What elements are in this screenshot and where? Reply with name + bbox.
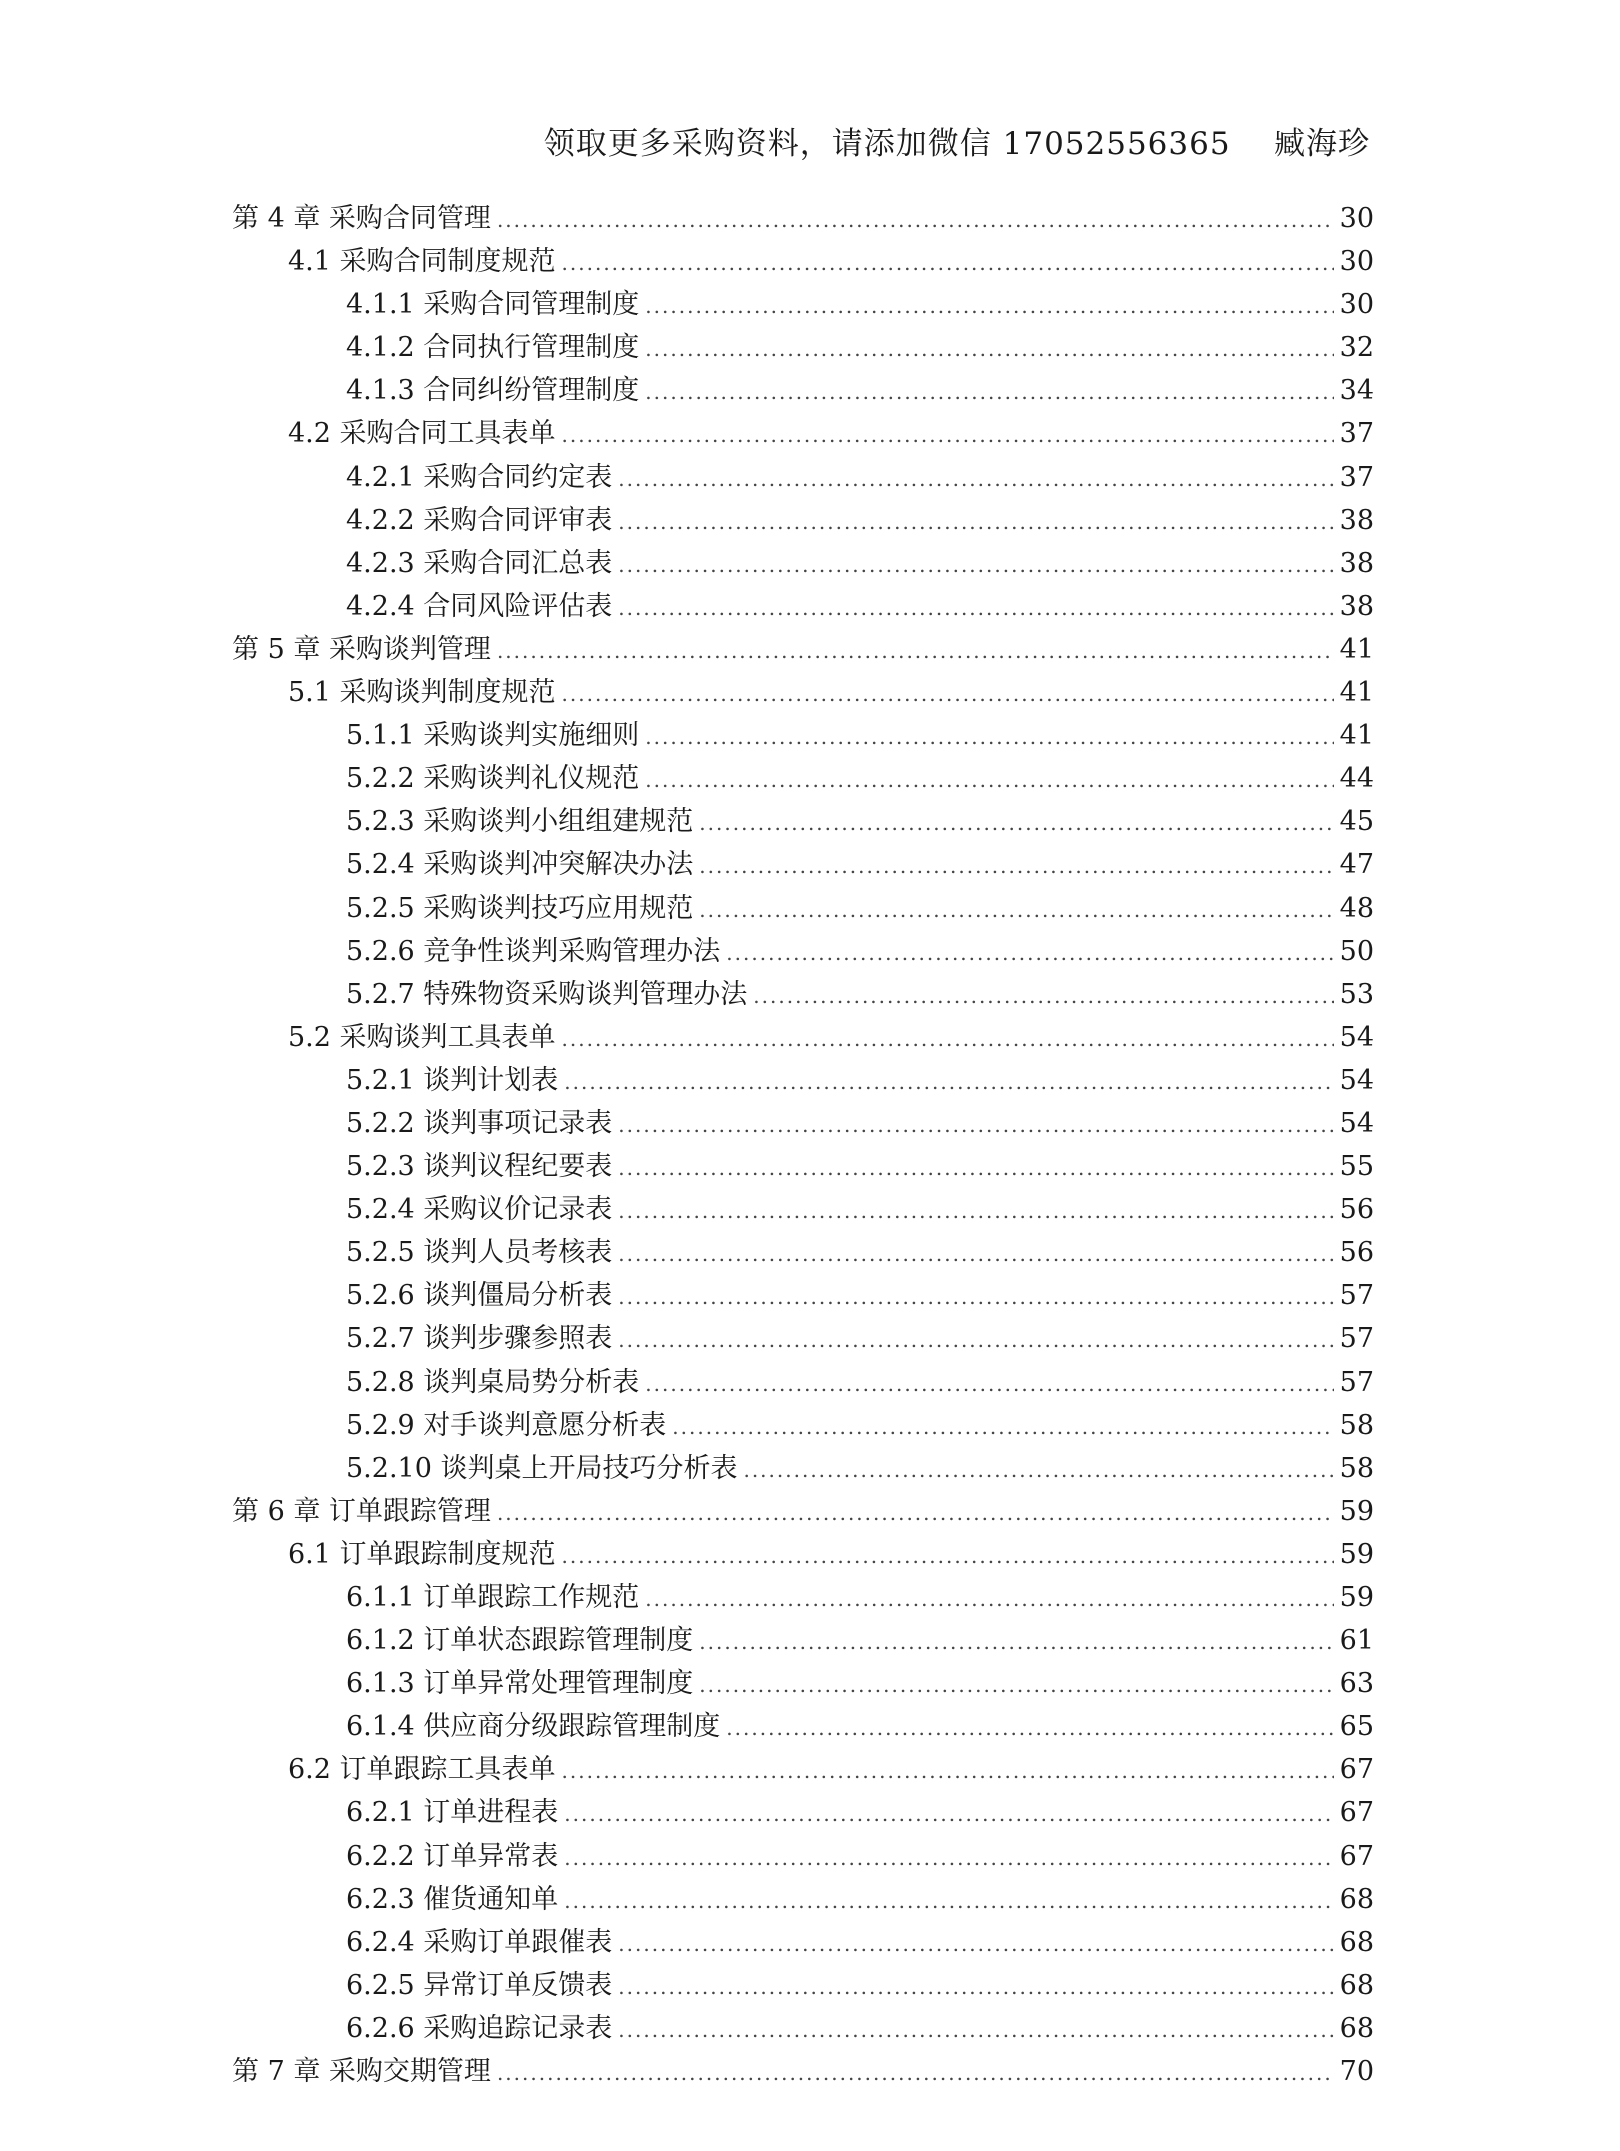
toc-entry[interactable] — [232, 2049, 1374, 2092]
dot-leader — [645, 380, 1333, 404]
toc-entry-title: 5.2.6 竞争性谈判采购管理办法 — [346, 935, 721, 967]
toc-entry-page-number: 54 — [1339, 1021, 1374, 1053]
toc-entry-title: 5.2.3 谈判议程纪要表 — [346, 1151, 613, 1183]
toc-entry-page-number: 63 — [1339, 1668, 1374, 1700]
toc-entry-title: 第 7 章 采购交期管理 — [232, 2056, 491, 2088]
toc-entry-title: 4.1 采购合同制度规范 — [288, 246, 556, 278]
toc-entry[interactable] — [232, 541, 1374, 584]
toc-entry[interactable] — [232, 239, 1374, 282]
toc-entry-title: 6.2.6 采购追踪记录表 — [346, 2012, 613, 2044]
toc-entry[interactable] — [232, 196, 1374, 239]
toc-entry[interactable] — [232, 886, 1374, 929]
dot-leader — [618, 596, 1333, 620]
toc-entry[interactable] — [232, 627, 1374, 670]
dot-leader — [645, 294, 1333, 318]
toc-entry-title: 5.2.7 谈判步骤参照表 — [346, 1323, 613, 1355]
toc-entry[interactable] — [232, 1489, 1374, 1532]
toc-entry[interactable] — [232, 1144, 1374, 1187]
dot-leader — [618, 1242, 1333, 1266]
toc-entry-title: 6.2.5 异常订单反馈表 — [346, 1969, 613, 2001]
toc-entry-page-number: 56 — [1339, 1194, 1374, 1226]
dot-leader — [618, 553, 1333, 577]
toc-entry-page-number: 38 — [1339, 590, 1374, 622]
toc-entry[interactable] — [232, 1532, 1374, 1575]
toc-entry-title: 4.2 采购合同工具表单 — [288, 418, 556, 450]
toc-entry-title: 5.2.4 采购谈判冲突解决办法 — [346, 849, 694, 881]
dot-leader — [645, 1372, 1333, 1396]
toc-entry-title: 6.1.4 供应商分级跟踪管理制度 — [346, 1711, 721, 1743]
toc-entry[interactable] — [232, 1101, 1374, 1144]
dot-leader — [562, 682, 1334, 706]
toc-entry-page-number: 67 — [1339, 1754, 1374, 1786]
toc-entry-title: 4.1.1 采购合同管理制度 — [346, 289, 640, 321]
toc-entry-page-number: 50 — [1339, 935, 1374, 967]
toc-entry-title: 6.1 订单跟踪制度规范 — [288, 1538, 556, 1570]
toc-entry-title: 5.2.5 采购谈判技巧应用规范 — [346, 892, 694, 924]
toc-entry[interactable] — [232, 411, 1374, 454]
toc-entry-page-number: 70 — [1339, 2056, 1374, 2088]
toc-entry[interactable] — [232, 842, 1374, 885]
dot-leader — [699, 1630, 1333, 1654]
page-header: 领取更多采购资料，请添加微信 17052556365 臧海珍 — [543, 126, 1370, 162]
dot-leader — [699, 811, 1333, 835]
toc-entry-page-number: 58 — [1339, 1452, 1374, 1484]
toc-entry[interactable] — [232, 1790, 1374, 1833]
toc-entry-page-number: 59 — [1339, 1582, 1374, 1613]
toc-entry-title: 5.2.4 采购议价记录表 — [346, 1194, 613, 1226]
toc-entry-title: 4.1.3 合同纠纷管理制度 — [346, 375, 640, 407]
toc-entry[interactable] — [232, 972, 1374, 1015]
toc-entry-title: 6.2.4 采购订单跟催表 — [346, 1926, 613, 1958]
toc-entry-title: 6.2.1 订单进程表 — [346, 1797, 559, 1829]
dot-leader — [618, 1975, 1333, 1999]
toc-entry-title: 第 6 章 订单跟踪管理 — [232, 1495, 491, 1527]
toc-entry[interactable] — [232, 1877, 1374, 1920]
dot-leader — [618, 2018, 1333, 2042]
toc-entry-title: 第 4 章 采购合同管理 — [232, 203, 491, 234]
toc-entry-title: 5.2.2 谈判事项记录表 — [346, 1107, 613, 1139]
toc-entry[interactable] — [232, 2006, 1374, 2049]
toc-entry[interactable] — [232, 1360, 1374, 1403]
toc-entry[interactable] — [232, 1230, 1374, 1273]
toc-entry-title: 5.1 采购谈判制度规范 — [288, 677, 556, 709]
toc-entry-title: 6.2.2 订单异常表 — [346, 1840, 559, 1872]
dot-leader — [562, 1027, 1334, 1051]
dot-leader — [699, 1673, 1333, 1697]
toc-entry-page-number: 58 — [1339, 1409, 1374, 1441]
dot-leader — [699, 854, 1333, 878]
toc-entry[interactable] — [232, 1058, 1374, 1101]
toc-entry-page-number: 57 — [1339, 1366, 1374, 1398]
toc-entry-page-number: 57 — [1339, 1280, 1374, 1312]
dot-leader — [564, 1889, 1333, 1913]
toc-entry[interactable] — [232, 325, 1374, 368]
dot-leader — [645, 1587, 1333, 1611]
toc-entry-page-number: 57 — [1339, 1323, 1374, 1355]
toc-entry-title: 6.1.1 订单跟踪工作规范 — [346, 1582, 640, 1613]
toc-entry[interactable] — [232, 1273, 1374, 1316]
dot-leader — [497, 639, 1334, 663]
toc-entry[interactable] — [232, 455, 1374, 498]
dot-leader — [618, 1328, 1333, 1352]
toc-entry[interactable] — [232, 1187, 1374, 1230]
dot-leader — [562, 1759, 1334, 1783]
toc-entry-page-number: 41 — [1339, 720, 1374, 752]
toc-entry[interactable] — [232, 1920, 1374, 1963]
toc-entry-title: 5.2.8 谈判桌局势分析表 — [346, 1366, 640, 1398]
toc-entry[interactable] — [232, 713, 1374, 756]
toc-entry-title: 5.1.1 采购谈判实施细则 — [346, 720, 640, 752]
toc-entry-page-number: 61 — [1339, 1625, 1374, 1657]
toc-entry[interactable] — [232, 584, 1374, 627]
toc-entry[interactable] — [232, 368, 1374, 411]
dot-leader — [618, 1156, 1333, 1180]
toc-entry[interactable] — [232, 1316, 1374, 1359]
toc-entry-page-number: 34 — [1339, 375, 1374, 407]
toc-entry-page-number: 68 — [1339, 1883, 1374, 1915]
dot-leader — [753, 984, 1333, 1008]
toc-entry-page-number: 37 — [1339, 418, 1374, 450]
toc-entry[interactable] — [232, 929, 1374, 972]
toc-entry[interactable] — [232, 1661, 1374, 1704]
toc-entry-page-number: 30 — [1339, 203, 1374, 234]
toc-entry-page-number: 68 — [1339, 1969, 1374, 2001]
dot-leader — [618, 1113, 1333, 1137]
toc-entry-page-number: 45 — [1339, 806, 1374, 838]
dot-leader — [562, 251, 1334, 275]
toc-entry-title: 5.2.5 谈判人员考核表 — [346, 1237, 613, 1269]
dot-leader — [645, 725, 1333, 749]
table-of-contents — [232, 196, 1374, 2092]
toc-entry-title: 4.2.4 合同风险评估表 — [346, 590, 613, 622]
toc-entry-title: 5.2.2 采购谈判礼仪规范 — [346, 763, 640, 795]
toc-entry-page-number: 54 — [1339, 1107, 1374, 1139]
toc-entry-page-number: 55 — [1339, 1151, 1374, 1183]
toc-entry-title: 5.2.1 谈判计划表 — [346, 1064, 559, 1096]
toc-entry-page-number: 67 — [1339, 1840, 1374, 1872]
toc-entry-page-number: 47 — [1339, 849, 1374, 881]
toc-entry-title: 6.2 订单跟踪工具表单 — [288, 1754, 556, 1786]
toc-entry-title: 4.1.2 合同执行管理制度 — [346, 332, 640, 364]
toc-entry-title: 5.2.3 采购谈判小组组建规范 — [346, 806, 694, 838]
toc-entry[interactable] — [232, 756, 1374, 799]
toc-entry-title: 6.1.3 订单异常处理管理制度 — [346, 1668, 694, 1700]
toc-entry-title: 第 5 章 采购谈判管理 — [232, 633, 491, 665]
dot-leader — [562, 1544, 1334, 1568]
dot-leader — [497, 1501, 1334, 1525]
toc-entry-page-number: 38 — [1339, 504, 1374, 536]
dot-leader — [618, 1932, 1333, 1956]
dot-leader — [618, 467, 1333, 491]
toc-entry-title: 5.2.6 谈判僵局分析表 — [346, 1280, 613, 1312]
toc-entry[interactable] — [232, 1747, 1374, 1790]
toc-entry-page-number: 30 — [1339, 289, 1374, 321]
dot-leader — [618, 510, 1333, 534]
toc-entry-page-number: 56 — [1339, 1237, 1374, 1269]
toc-entry-title: 5.2.7 特殊物资采购谈判管理办法 — [346, 978, 748, 1010]
dot-leader — [645, 337, 1333, 361]
toc-entry-page-number: 68 — [1339, 2012, 1374, 2044]
toc-entry-page-number: 48 — [1339, 892, 1374, 924]
dot-leader — [645, 768, 1333, 792]
toc-entry-page-number: 41 — [1339, 677, 1374, 709]
dot-leader — [564, 1802, 1333, 1826]
toc-entry-page-number: 32 — [1339, 332, 1374, 364]
toc-entry-page-number: 41 — [1339, 633, 1374, 665]
dot-leader — [743, 1458, 1333, 1482]
toc-entry[interactable] — [232, 799, 1374, 842]
toc-entry[interactable] — [232, 1575, 1374, 1618]
dot-leader — [726, 1716, 1333, 1740]
dot-leader — [497, 2061, 1334, 2085]
dot-leader — [726, 941, 1333, 965]
toc-entry-title: 6.2.3 催货通知单 — [346, 1883, 559, 1915]
dot-leader — [618, 1285, 1333, 1309]
dot-leader — [618, 1199, 1333, 1223]
dot-leader — [699, 898, 1333, 922]
toc-entry-page-number: 53 — [1339, 978, 1374, 1010]
toc-entry-page-number: 30 — [1339, 246, 1374, 278]
toc-entry-title: 5.2.10 谈判桌上开局技巧分析表 — [346, 1452, 738, 1484]
toc-entry-page-number: 37 — [1339, 461, 1374, 493]
toc-entry[interactable] — [232, 1834, 1374, 1877]
dot-leader — [564, 1070, 1333, 1094]
toc-entry-page-number: 65 — [1339, 1711, 1374, 1743]
toc-entry-page-number: 59 — [1339, 1538, 1374, 1570]
toc-entry-page-number: 67 — [1339, 1797, 1374, 1829]
toc-entry-title: 4.2.3 采购合同汇总表 — [346, 547, 613, 579]
dot-leader — [497, 208, 1334, 232]
toc-entry-page-number: 38 — [1339, 547, 1374, 579]
toc-entry[interactable] — [232, 1963, 1374, 2006]
toc-entry[interactable] — [232, 1403, 1374, 1446]
toc-entry-title: 5.2.9 对手谈判意愿分析表 — [346, 1409, 667, 1441]
toc-entry[interactable] — [232, 1704, 1374, 1747]
toc-entry[interactable] — [232, 1015, 1374, 1058]
toc-entry-title: 4.2.1 采购合同约定表 — [346, 461, 613, 493]
toc-entry-page-number: 68 — [1339, 1926, 1374, 1958]
toc-entry[interactable] — [232, 498, 1374, 541]
toc-entry[interactable] — [232, 1446, 1374, 1489]
dot-leader — [562, 423, 1334, 447]
toc-entry-page-number: 44 — [1339, 763, 1374, 795]
toc-entry[interactable] — [232, 670, 1374, 713]
toc-entry-title: 5.2 采购谈判工具表单 — [288, 1021, 556, 1053]
toc-entry-page-number: 54 — [1339, 1064, 1374, 1096]
toc-entry-title: 4.2.2 采购合同评审表 — [346, 504, 613, 536]
dot-leader — [564, 1846, 1333, 1870]
toc-entry-page-number: 59 — [1339, 1495, 1374, 1527]
toc-entry-title: 6.1.2 订单状态跟踪管理制度 — [346, 1625, 694, 1657]
toc-entry[interactable] — [232, 1618, 1374, 1661]
dot-leader — [672, 1415, 1333, 1439]
toc-entry[interactable] — [232, 282, 1374, 325]
